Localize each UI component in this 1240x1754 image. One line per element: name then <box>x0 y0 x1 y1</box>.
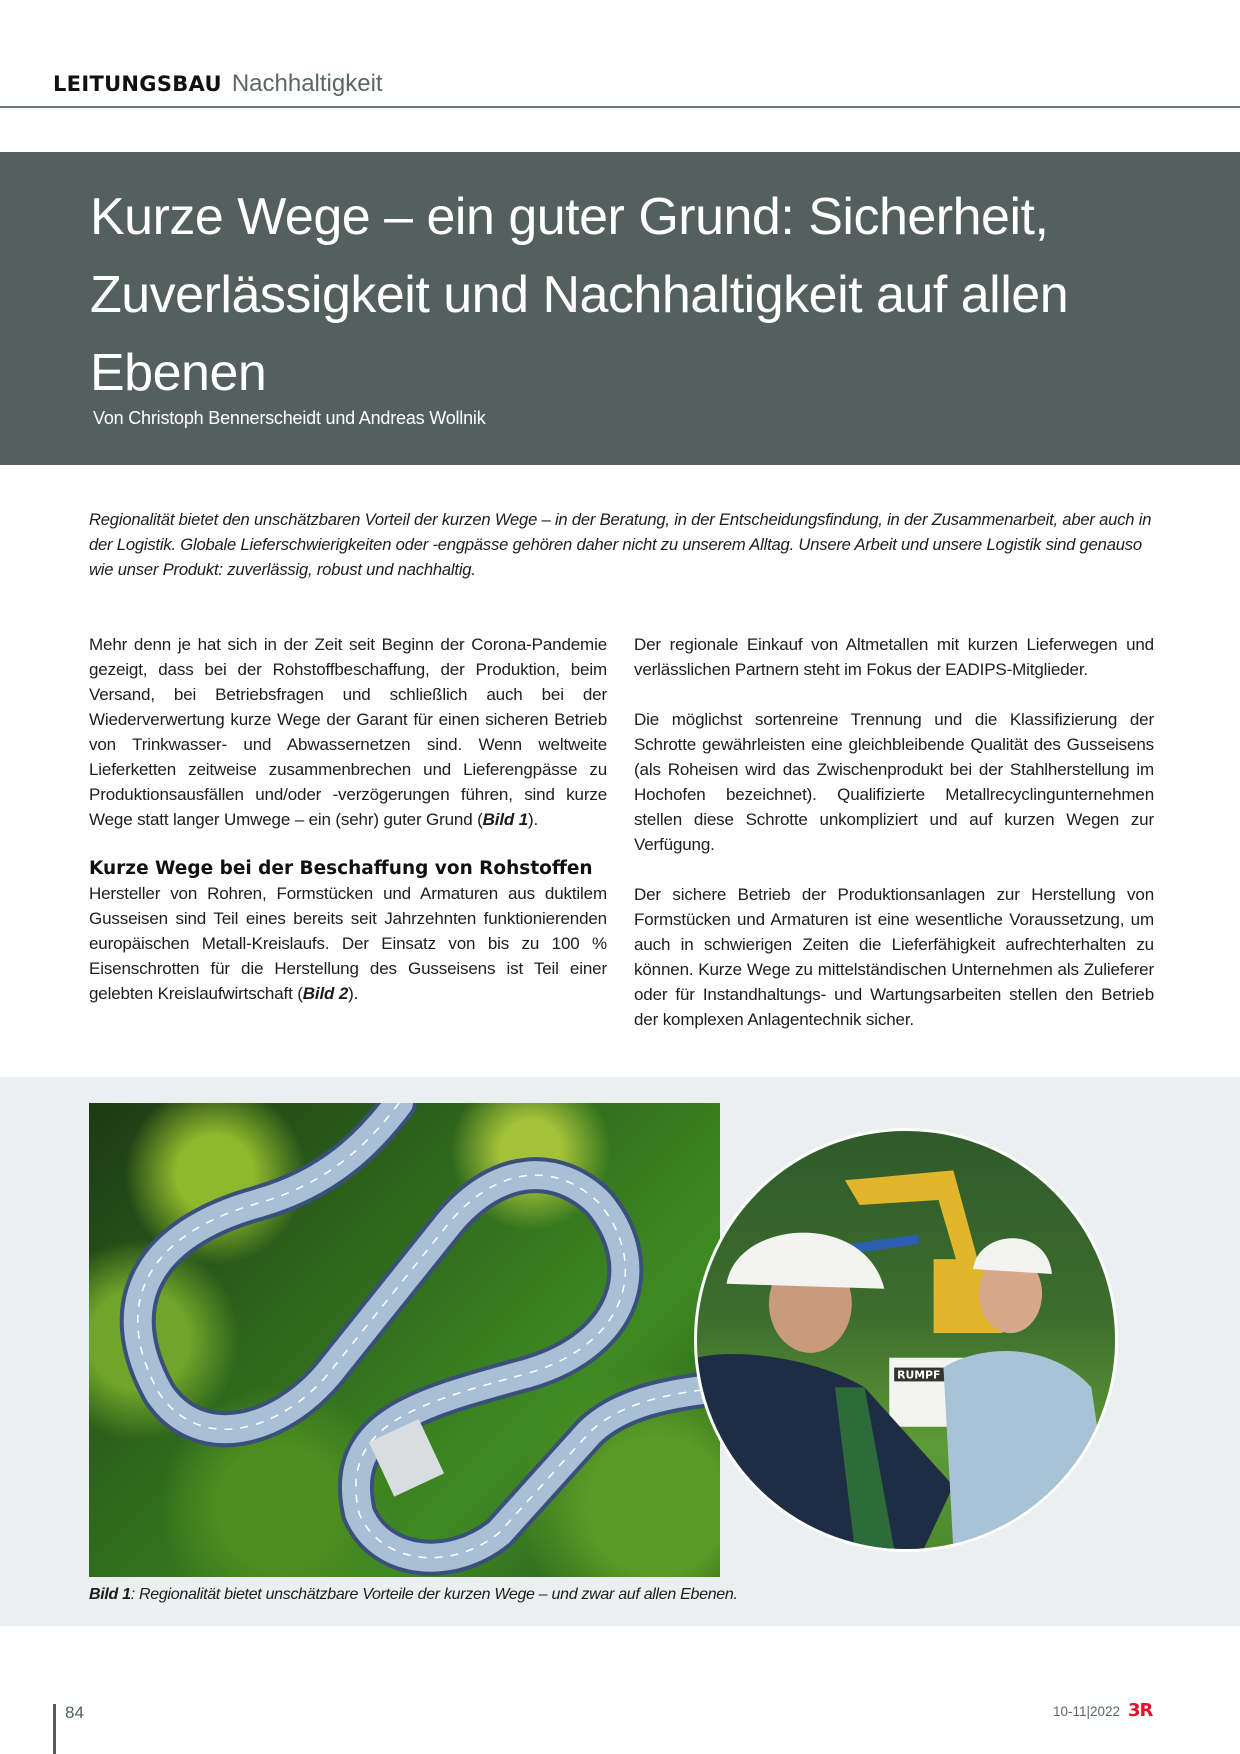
figure-reference: Bild 2 <box>302 984 349 1003</box>
body-column-right <box>634 632 1154 1057</box>
header-rule <box>0 106 1240 108</box>
paragraph-text: Mehr denn je hat sich in der Zeit seit Beginn der Corona-Pandemie gezeigt, dass bei der Rohstoffbeschaffung, der Produktion, beim Versand, bei Betriebsfragen und schließlich auch bei der Wiederverwertung kurze Wege der Garant für einen sicheren Betrieb von Trinkwasser- und Abwassernetzen sind. Wenn weltweite Lieferketten zeitweise zusammenbrechen und Lieferengpässe zu Produktionsausfällen und/oder -verzögerungen führen, sind kurze Wege statt langer Umwege – ein (sehr) guter Grund ( <box>89 635 607 829</box>
title-band <box>0 152 1240 465</box>
running-header <box>53 70 383 106</box>
body-paragraph: Die möglichst sortenreine Trennung und die Klassifizierung der Schrotte gewährleisten eine gleichbleibende Qualität des Gusseisens (als Roheisen wird das Zwischenprodukt bei der Stahlherstellung im Hochofen bezeichnet). Qualifizierte Metallrecyclingunternehmen stellen diese Schrotte unkompliziert und auf kurzen Wegen zur Verfügung. <box>634 710 1154 854</box>
paragraph-end: ). <box>348 984 359 1003</box>
footer-rule <box>53 1704 56 1754</box>
body-paragraph <box>89 881 607 1006</box>
section-heading: Kurze Wege bei der Beschaffung von Rohstoffen <box>89 858 593 879</box>
brand-logo: 3R <box>1128 1700 1153 1721</box>
construction-illustration <box>697 1131 1115 1549</box>
handshake-construction-site-photo <box>694 1128 1118 1552</box>
caption-figure-label: Bild 1 <box>89 1586 131 1603</box>
page-number: 84 <box>65 1703 84 1722</box>
aerial-winding-road-photo <box>89 1103 720 1577</box>
figure-reference: Bild 1 <box>482 810 529 829</box>
body-paragraph: Der sichere Betrieb der Produktionsanlagen zur Herstellung von Formstücken und Armaturen ist eine wesentliche Voraussetzung, um auch in schwierigen Zeiten die Lieferfähigkeit aufrechterhalten zu können. Kurze Wege zu mittelständischen Unternehmen als Zulieferer oder für Instandhaltungs- und Wartungsarbeiten stellen den Betrieb der komplexen Anlagentechnik sicher. <box>634 885 1154 1029</box>
topic-label: Nachhaltigkeit <box>231 70 383 97</box>
body-column-left <box>89 632 607 1031</box>
body-paragraph: Der regionale Einkauf von Altmetallen mit kurzen Lieferwegen und verlässlichen Partnern steht im Fokus der EADIPS-Mitglieder. <box>634 635 1154 679</box>
byline: Von Christoph Bennerscheidt und Andreas Wollnik <box>93 408 486 428</box>
figure-panel <box>0 1077 1240 1626</box>
section-label: LEITUNGSBAU <box>53 72 222 96</box>
body-paragraph <box>89 632 607 832</box>
paragraph-end: ). <box>528 810 539 829</box>
paragraph-text: Hersteller von Rohren, Formstücken und Armaturen aus duktilem Gusseisen sind Teil eines bereits seit Jahrzehnten funktionierenden europäischen Metall-Kreislaufs. Der Einsatz von bis zu 100 % Eisenschrotten für die Herstellung des Gusseisens ist Teil einer gelebten Kreislaufwirtschaft ( <box>89 884 607 1003</box>
figure-caption <box>89 1586 738 1604</box>
lead-paragraph: Regionalität bietet den unschätzbaren Vorteil der kurzen Wege – in der Beratung, in der Entscheidungsfindung, in der Zusammenarbeit, aber auch in der Logistik. Globale Lieferschwierigkeiten oder -engpässe gehören daher nicht zu unserem Alltag. Unsere Arbeit und unsere Logistik sind genauso wie unser Produkt: zuverlässig, robust und nachhaltig. <box>89 510 1152 579</box>
road-illustration <box>89 1103 720 1577</box>
svg-text:RUMPF: RUMPF <box>897 1368 941 1382</box>
issue-label: 10-11|2022 <box>1053 1704 1121 1719</box>
article-title: Kurze Wege – ein guter Grund: Sicherheit, Zuverlässigkeit und Nachhaltigkeit auf allen Ebenen <box>90 188 1069 402</box>
caption-text: : Regionalität bietet unschätzbare Vorteile der kurzen Wege – und zwar auf allen Ebenen. <box>130 1586 738 1603</box>
